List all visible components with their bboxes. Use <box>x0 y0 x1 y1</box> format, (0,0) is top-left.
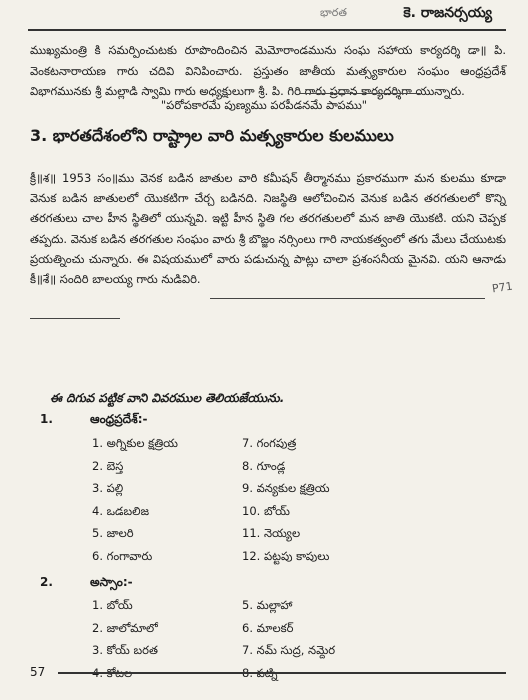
list-row <box>92 598 492 621</box>
list-row <box>92 666 492 689</box>
margin-note: P71 <box>491 279 514 296</box>
list-row <box>92 481 492 504</box>
section-heading-2 <box>40 575 340 595</box>
underline-mark <box>300 93 420 94</box>
section-label: ఆంధ్రప్రదేశ్:- <box>90 412 148 426</box>
list-row <box>92 504 492 527</box>
paragraph-2 <box>30 168 506 289</box>
list-item: 8. గూండ్ల <box>242 458 286 473</box>
list-item: 7. గంగపుత్ర <box>242 436 297 450</box>
list-row <box>92 621 492 644</box>
list-item: 11. నెయ్యల <box>242 526 301 540</box>
list-item: 8. పట్ని <box>242 665 278 680</box>
list-item: 3. కోయ్ బరత <box>92 643 158 657</box>
list-item: 3. పల్లి <box>92 481 124 495</box>
paragraph-2-text: క్రీ॥శ॥ 1953 సం॥ము వెనక బడిన జాతుల వారి కమీషన్ తీర్మానము ప్రకారముగా మన కులము కూడా వెనుక బడిన జాతులలో యొకటిగా చేర్చ బడినది. నిజస్థితి ఆలోచించిన వెనుక బడిన తరగతులలో కొన్ని తరగతులు చాల హీన స్థితిలో యున్నవి. ఇట్టి హీన స్థితి గల తరగతులలో మన జాతి యొకటి. యని చెప్పక తప్పదు. వెనుక బడిన తరగతుల సంఘం వారు శ్రీ బొజ్జం నర్సింలు గారి నాయకత్వంలో తగు మేలు చేయుటకు ప్రయత్నించు చున్నారు. ఈ విషయములో వారు పడుచున్న పాట్లు చాలా ప్రశంసనీయ మైనవి. యని ఆనాడు కీ॥శే॥ సందిరి బాలయ్య గారు నుడివిరి. <box>30 171 506 287</box>
list-item: 6. మాలకర్ <box>242 620 294 635</box>
table-intro: ఈ దిగువ పట్టిక వాని వివరముల తెలియజేయును. <box>50 391 285 405</box>
list-item: 12. పట్టపు కాపులు <box>242 548 330 563</box>
underline-mark <box>210 298 485 299</box>
list-row <box>92 526 492 549</box>
paragraph-1-text: ముఖ్యమంత్రి కి సమర్పించుటకు రూపొందించిన మెమోరాండమును సంఘ సహాయ కార్యదర్శి డా॥ పి. వెంకటనారాయణ గారు చదివి వినిపించారు. ప్రస్తుతం జాతీయ మత్స్యకారుల సంఘం ఆంధ్రప్రదేశ్ విభాగమునకు శ్రీ మల్లాడి స్వామి గారు అధ్యక్షులుగా శ్రీ. పి. గిరి గారు ప్రధాన కార్యదర్శిగా యున్నారు. <box>30 43 506 98</box>
section-title: 3. భారతదేశంలోని రాష్ట్రాల వారి మత్స్యకారుల కులములు <box>30 126 394 145</box>
list-item: 5. జాలరి <box>92 526 134 540</box>
footer-rule <box>58 672 506 674</box>
underline-mark <box>30 318 120 319</box>
section-number: 1. <box>40 412 53 426</box>
list-item: 10. బోయ్ <box>242 503 290 518</box>
page-number: 57 <box>30 665 46 679</box>
list-item: 2. జాలోమాలో <box>92 620 158 635</box>
list-item: 4. కోటల <box>92 665 133 680</box>
list-item: 1. అగ్నికుల క్షత్రియ <box>92 436 178 450</box>
header-author: కె. రాజనర్సయ్య <box>403 5 492 21</box>
header-fragment: భారత <box>320 6 347 19</box>
list-item: 4. ఒడబలిజ <box>92 503 150 518</box>
list-item: 1. బోయ్ <box>92 598 133 612</box>
section-number: 2. <box>40 575 53 589</box>
list-item: 2. బెస్త <box>92 458 124 473</box>
list-item: 7. నమ్ సుద్ర, నమ్దెర <box>242 643 336 657</box>
header-rule <box>28 29 506 31</box>
running-header <box>20 2 516 28</box>
list-row <box>92 549 492 572</box>
list-row <box>92 436 492 459</box>
quote-line: "పరోపకారమే పుణ్యము పరపీడనమే పాపము" <box>160 98 368 112</box>
section-label: అస్సాం:- <box>90 575 133 589</box>
list-row <box>92 643 492 666</box>
community-list-2 <box>92 598 492 688</box>
list-item: 9. వన్యకుల క్షత్రియ <box>242 481 330 495</box>
list-item: 6. గంగావారు <box>92 548 153 563</box>
section-heading-1 <box>40 412 340 432</box>
list-item: 5. మల్లాహా <box>242 598 293 612</box>
community-list-1 <box>92 436 492 571</box>
paragraph-1 <box>30 40 506 102</box>
list-row <box>92 459 492 482</box>
